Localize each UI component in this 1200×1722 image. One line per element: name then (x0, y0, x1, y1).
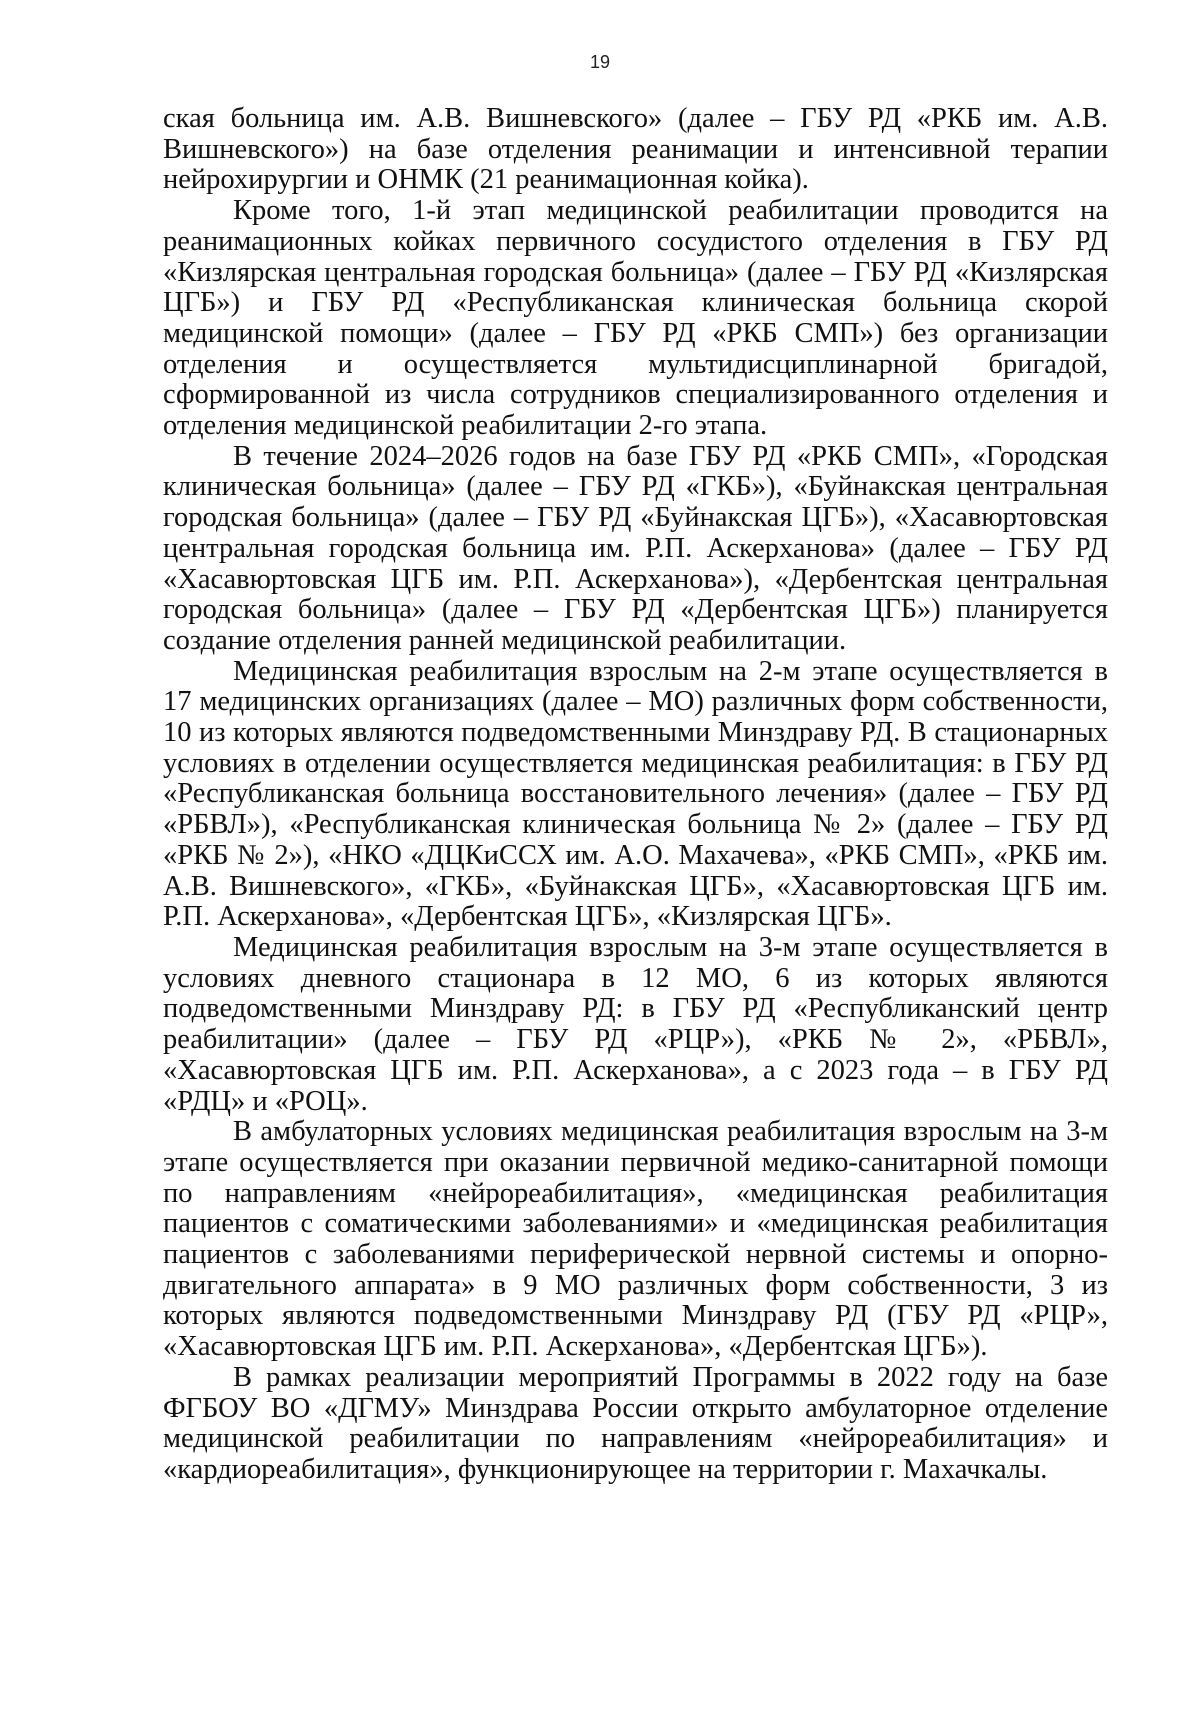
paragraph-7: В рамках реализации мероприятий Программы в 2022 году на базе ФГБОУ ВО «ДГМУ» Минздрава России открыто амбулаторное отделение медицинской реабилитации по направлениям «нейрореабилитация» и «кардиореабилитация», функционирующее на территории г. Махачкалы. (163, 1361, 1108, 1485)
page-number: 19 (589, 52, 611, 72)
paragraph-6: В амбулаторных условиях медицинская реабилитация взрослым на 3-м этапе осуществляется при оказании первичной медико-санитарной помощи по направлениям «нейрореабилитация», «медицинская реабилитация пациентов с соматическими заболеваниями» и «медицинская реабилитация пациентов с заболеваниями периферической нервной системы и опорно-двигательного аппарата» в 9 МО различных форм собственности, 3 из которых являются подведомственными Минздраву РД (ГБУ РД «РЦР», «Хасавюртовская ЦГБ им. Р.П. Аскерханова», «Дербентская ЦГБ»). (163, 1116, 1108, 1363)
paragraph-4: Медицинская реабилитация взрослым на 2-м этапе осуществляется в 17 медицинских организациях (далее – МО) различных форм собственности, 10 из которых являются подведомственными Минздраву РД. В стационарных условиях в отделении осуществляется медицинская реабилитация: в ГБУ РД «Республиканская больница восстановительного лечения» (далее – ГБУ РД «РБВЛ»), «Республиканская клиническая больница № 2» (далее – ГБУ РД «РКБ № 2»), «НКО «ДЦКиССХ им. А.О. Махачева», «РКБ СМП», «РКБ им. А.В. Вишневского», «ГКБ», «Буйнакская ЦГБ», «Хасавюртовская ЦГБ им. Р.П. Аскерханова», «Дербентская ЦГБ», «Кизлярская ЦГБ». (163, 655, 1108, 933)
paragraph-3: В течение 2024–2026 годов на базе ГБУ РД «РКБ СМП», «Городская клиническая больница» (далее – ГБУ РД «ГКБ»), «Буйнакская центральная городская больница» (далее – ГБУ РД «Буйнакская ЦГБ»), «Хасавюртовская центральная городская больница им. Р.П. Аскерханова» (далее – ГБУ РД «Хасавюртовская ЦГБ им. Р.П. Аскерханова»), «Дербентская центральная городская больница» (далее – ГБУ РД «Дербентская ЦГБ») планируется создание отделения ранней медицинской реабилитации. (163, 440, 1108, 656)
paragraph-2: Кроме того, 1-й этап медицинской реабилитации проводится на реанимационных койках первичного сосудистого отделения в ГБУ РД «Кизлярская центральная городская больница» (далее – ГБУ РД «Кизлярская ЦГБ») и ГБУ РД «Республиканская клиническая больница скорой медицинской помощи» (далее – ГБУ РД «РКБ СМП») без организации отделения и осуществляется мультидисциплинарной бригадой, сформированной из числа сотрудников специализированного отделения и отделения медицинской реабилитации 2-го этапа. (163, 195, 1108, 442)
document-body (163, 104, 1108, 1486)
paragraph-5: Медицинская реабилитация взрослым на 3-м этапе осуществляется в условиях дневного стационара в 12 МО, 6 из которых являются подведомственными Минздраву РД: в ГБУ РД «Республиканский центр реабилитации» (далее – ГБУ РД «РЦР»), «РКБ № 2», «РБВЛ», «Хасавюртовская ЦГБ им. Р.П. Аскерханова», а с 2023 года – в ГБУ РД «РДЦ» и «РОЦ». (163, 931, 1108, 1117)
paragraph-1: ская больница им. А.В. Вишневского» (далее – ГБУ РД «РКБ им. А.В. Вишневского») на базе отделения реанимации и интенсивной терапии нейрохирургии и ОНМК (21 реанимационная койка). (163, 103, 1108, 196)
